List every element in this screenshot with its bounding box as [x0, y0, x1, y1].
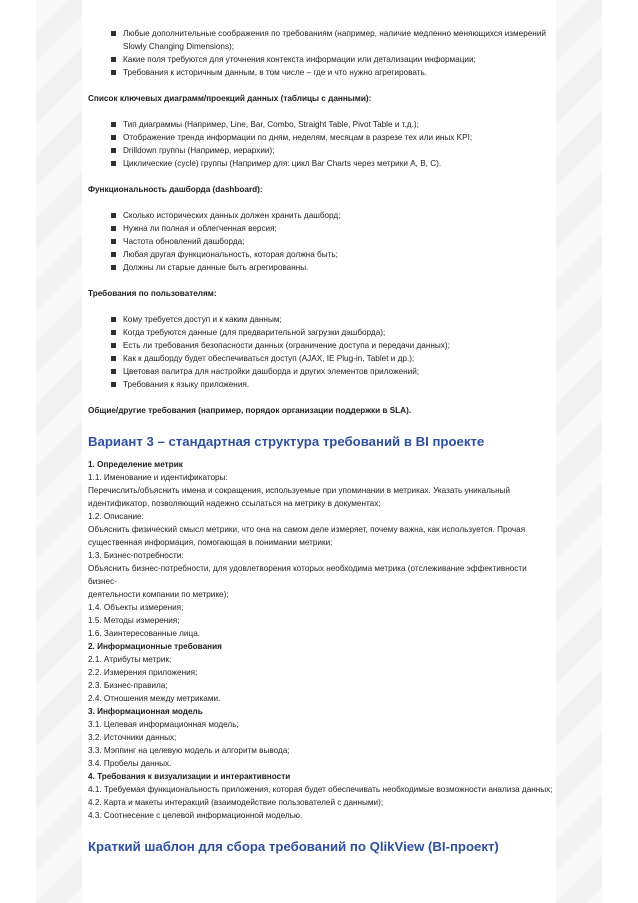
- list-item: Тип диаграммы (Например, Line, Bar, Combo, Straight Table, Pivot Table и т.д.);: [111, 118, 554, 131]
- structure-line: 1.5. Методы измерения;: [88, 616, 180, 625]
- list-item: Кому требуется доступ и к каким данным;: [111, 313, 554, 326]
- dashboard-list: [88, 209, 554, 274]
- structure-line: 3.4. Пробелы данных.: [88, 759, 172, 768]
- structure-line: деятельности компании по метрике);: [88, 590, 229, 599]
- list-item: Циклические (cycle) группы (Например для: цикл Bar Charts через метрики A, B, C).: [111, 157, 554, 170]
- section-title-general: Общие/другие требования (например, порядок организации поддержки в SLA).: [88, 406, 412, 415]
- structure-line: 4. Требования к визуализации и интерактивности: [88, 772, 291, 781]
- list-item: Любые дополнительные соображения по требованиям (например, наличие медленно меняющихся измерений Slowly Changing Dimensions);: [111, 27, 554, 53]
- structure-line: 1.2. Описание:: [88, 512, 144, 521]
- structure-line: 2.1. Атрибуты метрик;: [88, 655, 172, 664]
- structure-line: Объяснить бизнес-потребности, для удовлетворения которых необходима метрика (отслеживание эффективности бизнес-: [88, 564, 527, 586]
- structure-line: 1.3. Бизнес-потребности:: [88, 551, 184, 560]
- structure-line: 3.3. Мэппинг на целевую модель и алгоритм вывода;: [88, 746, 290, 755]
- section-title-users: Требования по пользователям:: [88, 289, 217, 298]
- document-page: [88, 27, 554, 887]
- structure-line: 2.3. Бизнес-правила;: [88, 681, 168, 690]
- list-item: Требования к историчным данным, в том числе – где и что нужно агрегировать.: [111, 66, 554, 79]
- section-title-dashboard: Функциональность дашборда (dashboard):: [88, 185, 263, 194]
- heading-qlikview-template: Краткий шаблон для сбора требований по QlikView (BI-проект): [88, 839, 499, 854]
- structure-line: 3.1. Целевая информационная модель;: [88, 720, 239, 729]
- list-item: Когда требуются данные (для предварительной загрузки дашборда);: [111, 326, 554, 339]
- structure-line: 3. Информационная модель: [88, 707, 203, 716]
- list-item: Цветовая палитра для настройки дашборда и других элементов приложений;: [111, 365, 554, 378]
- variant-3-content: [88, 458, 554, 822]
- list-item: Какие поля требуются для уточнения контекста информации или детализации информации;: [111, 53, 554, 66]
- structure-line: 1.6. Заинтересованные лица.: [88, 629, 201, 638]
- structure-line: 4.2. Карта и макеты интеракций (взаимодействие пользователей с данными);: [88, 798, 384, 807]
- structure-line: 1.4. Объекты измерения;: [88, 603, 184, 612]
- list-item: Нужна ли полная и облегченная версия;: [111, 222, 554, 235]
- structure-line: Перечислить/объяснить имена и сокращения, используемые при упоминании в метриках. Указать уникальный: [88, 486, 511, 495]
- section-title-diagrams: Список ключевых диаграмм/проекций данных (таблицы с данными):: [88, 94, 372, 103]
- heading-variant-3: Вариант 3 – стандартная структура требований в BI проекте: [88, 434, 485, 449]
- structure-line: 2.4. Отношения между метриками.: [88, 694, 221, 703]
- structure-line: Объяснить физический смысл метрики, что она на самом деле измеряет, почему важна, как используется. Прочая: [88, 525, 526, 534]
- background-pattern-left: [36, 0, 82, 903]
- list-item: Отображение тренда информации по дням, неделям, месяцам в разрезе тех или иных KPI;: [111, 131, 554, 144]
- structure-line: существенная информация, помогающая в понимании метрики;: [88, 538, 333, 547]
- structure-line: 4.1. Требуемая функциональность приложения, которая будет обеспечивать необходимые возможности анализа данных;: [88, 785, 553, 794]
- list-item: Drilldown группы (Например, иерархии);: [111, 144, 554, 157]
- list-item: Есть ли требования безопасности данных (ограничение доступа и передачи данных);: [111, 339, 554, 352]
- users-list: [88, 313, 554, 391]
- list-item: Как к дашборду будет обеспечиваться доступ (AJAX, IE Plug-in, Tablet и др.);: [111, 352, 554, 365]
- structure-line: 2.2. Измерения приложения;: [88, 668, 198, 677]
- structure-line: 1.1. Именование и идентификаторы:: [88, 473, 228, 482]
- list-item: Требования к языку приложения.: [111, 378, 554, 391]
- list-item: Любая другая функциональность, которая должна быть;: [111, 248, 554, 261]
- list-item: Сколько исторических данных должен хранить дашборд;: [111, 209, 554, 222]
- structure-line: 1. Определение метрик: [88, 460, 183, 469]
- structure-line: 3.2. Источники данных;: [88, 733, 177, 742]
- structure-line: 2. Информационные требования: [88, 642, 222, 651]
- requirements-list-1: [88, 27, 554, 79]
- background-pattern-right: [556, 0, 602, 903]
- structure-line: идентификатор, позволяющий надежно ссылаться на метрику в документах;: [88, 499, 381, 508]
- list-item: Частота обновлений дашборда;: [111, 235, 554, 248]
- structure-line: 4.3. Соотнесение с целевой информационной моделью.: [88, 811, 303, 820]
- list-item: Должны ли старые данные быть агрегированны.: [111, 261, 554, 274]
- diagrams-list: [88, 118, 554, 170]
